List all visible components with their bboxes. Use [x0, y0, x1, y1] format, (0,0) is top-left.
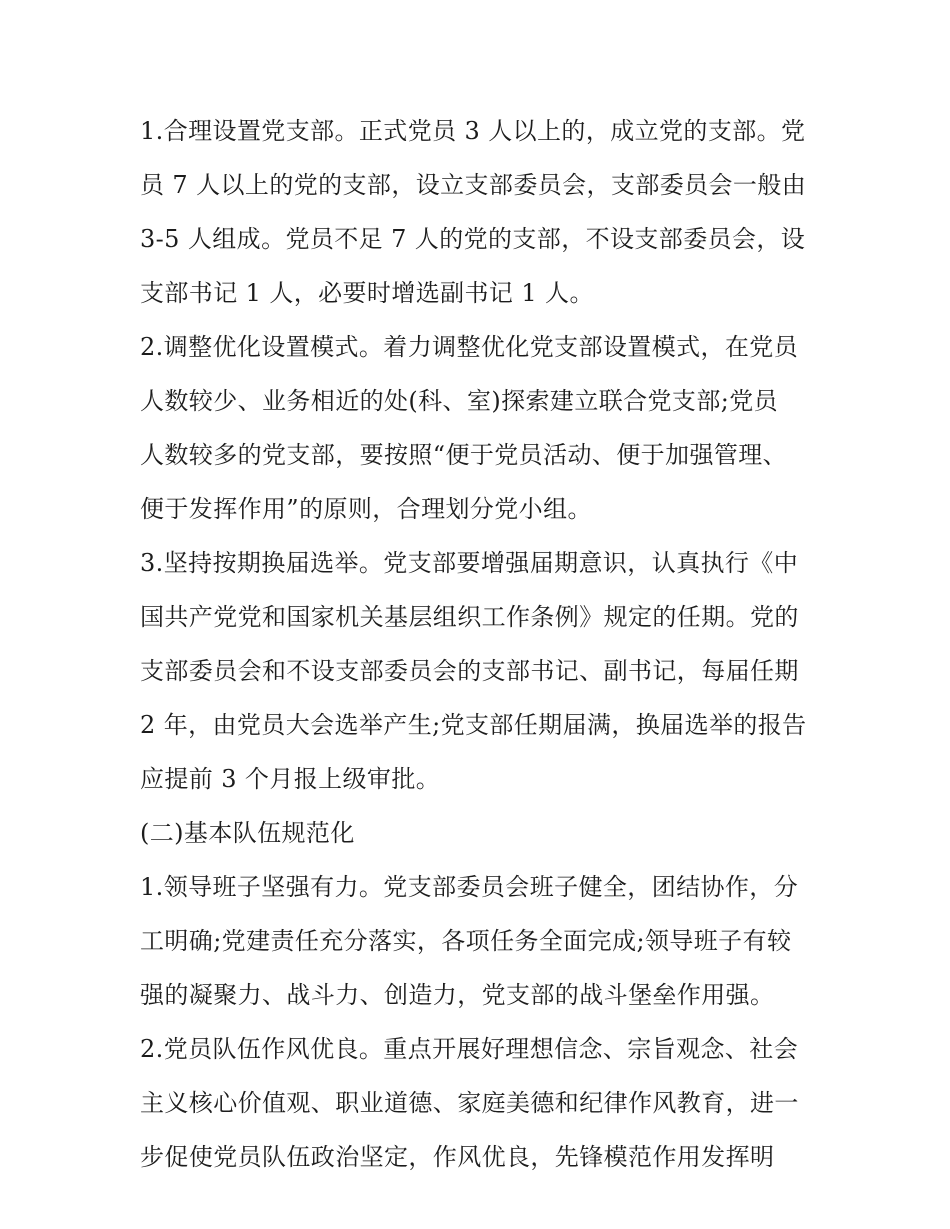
text-line: 便于发挥作用”的原则，合理划分党小组。 [140, 495, 592, 523]
text-line: 支部委员会和不设支部委员会的支部书记、副书记，每届任期 [140, 657, 799, 685]
text-line: 支部书记 1 人，必要时增选副书记 1 人。 [140, 279, 594, 307]
text-line: 2 年，由党员大会选举产生;党支部任期届满，换届选举的报告 [140, 711, 807, 739]
text-line: 国共产党党和国家机关基层组织工作条例》规定的任期。党的 [140, 603, 799, 631]
text-line: 主义核心价值观、职业道德、家庭美德和纪律作风教育，进一 [140, 1089, 799, 1117]
text-line: 2.调整优化设置模式。着力调整优化党支部设置模式，在党员 [140, 333, 799, 361]
text-line: 强的凝聚力、战斗力、创造力，党支部的战斗堡垒作用强。 [140, 981, 775, 1009]
text-line: 1.合理设置党支部。正式党员 3 人以上的，成立党的支部。党 [140, 117, 806, 145]
section-heading: (二)基本队伍规范化 [140, 819, 355, 847]
text-line: 3.坚持按期换届选举。党支部要增强届期意识，认真执行《中 [140, 549, 799, 577]
document-body [140, 104, 820, 1184]
text-line: 步促使党员队伍政治坚定，作风优良，先锋模范作用发挥明 [140, 1143, 775, 1171]
text-line: 1.领导班子坚强有力。党支部委员会班子健全，团结协作，分 [140, 873, 799, 901]
text-line: 2.党员队伍作风优良。重点开展好理想信念、宗旨观念、社会 [140, 1035, 799, 1063]
text-line: 工明确;党建责任充分落实，各项任务全面完成;领导班子有较 [140, 927, 792, 955]
text-line: 人数较多的党支部，要按照“便于党员活动、便于加强管理、 [140, 441, 788, 469]
text-line: 应提前 3 个月报上级审批。 [140, 765, 441, 793]
text-line: 3-5 人组成。党员不足 7 人的党的支部，不设支部委员会，设 [140, 225, 806, 253]
text-line: 人数较少、业务相近的处(科、室)探索建立联合党支部;党员 [140, 387, 779, 415]
text-line: 员 7 人以上的党的支部，设立支部委员会，支部委员会一般由 [140, 171, 807, 199]
